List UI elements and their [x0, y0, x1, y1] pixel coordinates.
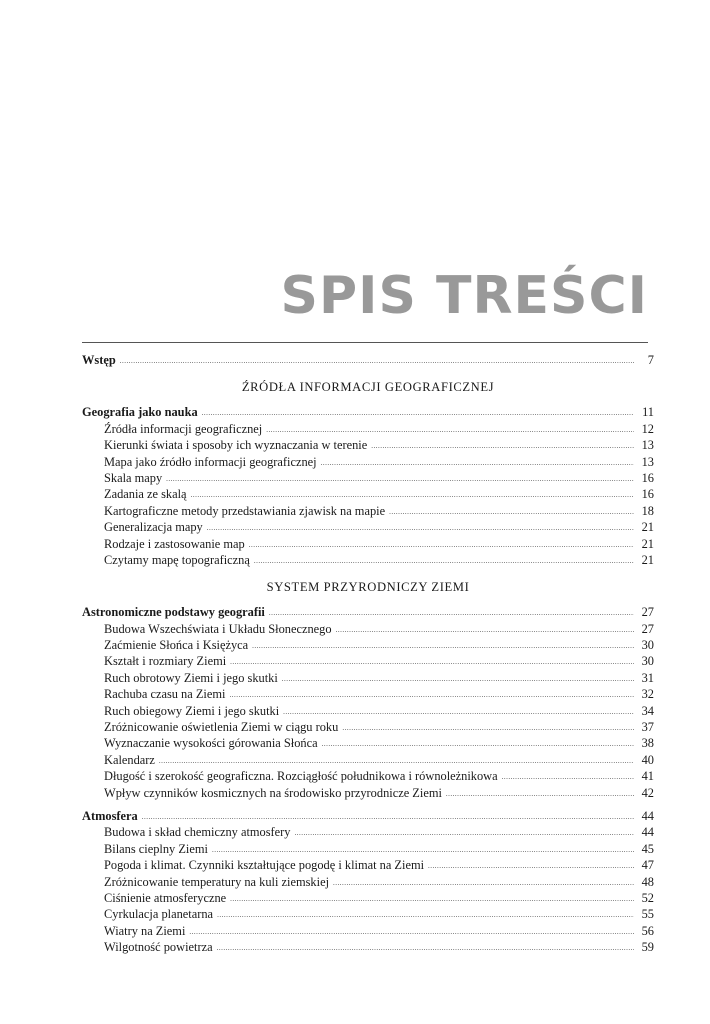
toc-entry-label: Ruch obrotowy Ziemi i jego skutki — [104, 670, 278, 685]
toc-entry-label: Generalizacja mapy — [104, 520, 203, 535]
toc-entry-label: Kartograficzne metody przedstawiania zjawisk na mapie — [104, 503, 386, 518]
toc-entry-page: 38 — [641, 736, 654, 751]
dot-leader — [282, 671, 634, 687]
toc-chapter[interactable] — [82, 404, 654, 420]
toc-entry-label: Ruch obiegowy Ziemi i jego skutki — [104, 703, 280, 718]
dot-leader — [249, 537, 634, 553]
toc-item[interactable] — [82, 421, 654, 437]
toc-entry-page: 31 — [641, 670, 654, 685]
toc-entry-label: Wiatry na Ziemi — [104, 923, 186, 938]
dot-leader — [230, 654, 634, 670]
dot-leader — [502, 769, 634, 785]
toc-entry-label: Cyrkulacja planetarna — [104, 907, 214, 922]
toc-item[interactable] — [82, 841, 654, 857]
dot-leader — [212, 842, 634, 858]
toc-entry-label: Źródła informacji geograficznej — [104, 421, 263, 436]
dot-leader — [269, 605, 634, 621]
toc-item[interactable] — [82, 503, 654, 519]
toc-item[interactable] — [82, 768, 654, 784]
toc-entry-page: 21 — [641, 536, 654, 551]
title-rule — [82, 342, 648, 343]
toc-entry-label: Rachuba czasu na Ziemi — [104, 687, 226, 702]
toc-entry-page: 16 — [641, 470, 654, 485]
toc-entry-label: Atmosfera — [82, 808, 138, 823]
toc-entry-page: 18 — [641, 503, 654, 518]
table-of-contents — [82, 352, 654, 956]
toc-entry-label: Zadania ze skalą — [104, 487, 187, 502]
toc-item[interactable] — [82, 890, 654, 906]
toc-item[interactable] — [82, 653, 654, 669]
toc-entry-page: 32 — [641, 687, 654, 702]
toc-entry-page: 40 — [641, 752, 654, 767]
toc-entry-page: 55 — [641, 907, 654, 922]
dot-leader — [159, 753, 634, 769]
toc-entry-page: 12 — [641, 421, 654, 436]
toc-entry-page: 16 — [641, 487, 654, 502]
dot-leader — [217, 907, 634, 923]
toc-entry-label: Budowa Wszechświata i Układu Słonecznego — [104, 621, 332, 636]
toc-entry-label: Czytamy mapę topograficzną — [104, 552, 250, 567]
toc-entry-page: 44 — [641, 808, 654, 823]
toc-item[interactable] — [82, 470, 654, 486]
toc-item[interactable] — [82, 637, 654, 653]
toc-chapter[interactable] — [82, 808, 654, 824]
toc-entry-label: Wpływ czynników kosmicznych na środowisko przyrodnicze Ziemi — [104, 785, 442, 800]
toc-entry-page: 13 — [641, 438, 654, 453]
toc-entry-page: 37 — [641, 720, 654, 735]
toc-item[interactable] — [82, 824, 654, 840]
dot-leader — [189, 924, 634, 940]
dot-leader — [333, 875, 634, 891]
toc-entry-page: 21 — [641, 520, 654, 535]
toc-entry-label: Astronomiczne podstawy geografii — [82, 605, 265, 620]
toc-entry-label: Rodzaje i zastosowanie map — [104, 536, 245, 551]
toc-item[interactable] — [82, 785, 654, 801]
group-spacer — [82, 801, 654, 808]
toc-entry-intro[interactable] — [82, 352, 654, 368]
toc-entry-page: 52 — [641, 890, 654, 905]
dot-leader — [283, 704, 634, 720]
toc-entry-label: Kształt i rozmiary Ziemi — [104, 654, 227, 669]
toc-entry-label: Zróżnicowanie temperatury na kuli ziemskiej — [104, 874, 330, 889]
toc-entry-page: 11 — [642, 405, 654, 420]
toc-entry-label: Skala mapy — [104, 470, 163, 485]
toc-entry-label: Ciśnienie atmosferyczne — [104, 890, 227, 905]
dot-leader — [321, 455, 634, 471]
toc-entry-page: 44 — [641, 825, 654, 840]
toc-entry-page: 48 — [641, 874, 654, 889]
toc-item[interactable] — [82, 752, 654, 768]
toc-item[interactable] — [82, 923, 654, 939]
toc-entry-page: 41 — [641, 769, 654, 784]
toc-item[interactable] — [82, 719, 654, 735]
toc-entry-page: 42 — [641, 785, 654, 800]
toc-entry-page: 30 — [641, 638, 654, 653]
toc-item[interactable] — [82, 486, 654, 502]
dot-leader — [254, 553, 634, 569]
toc-entry-page: 45 — [641, 841, 654, 856]
toc-entry-page: 34 — [641, 703, 654, 718]
toc-entry-page: 30 — [641, 654, 654, 669]
toc-entry-label: Wyznaczanie wysokości górowania Słońca — [104, 736, 318, 751]
toc-chapter[interactable] — [82, 604, 654, 620]
section-heading: ŹRÓDŁA INFORMACJI GEOGRAFICZNEJ — [241, 380, 495, 395]
toc-item[interactable] — [82, 519, 654, 535]
toc-item[interactable] — [82, 552, 654, 568]
toc-entry-label: Kierunki świata i sposoby ich wyznaczania w terenie — [104, 438, 368, 453]
toc-entry-page: 21 — [641, 552, 654, 567]
section-heading: SYSTEM PRZYRODNICZY ZIEMI — [266, 580, 470, 595]
toc-entry-label: Wstęp — [82, 353, 116, 367]
dot-leader — [342, 720, 634, 736]
dot-leader — [266, 422, 634, 438]
toc-entry-page: 13 — [641, 454, 654, 469]
dot-leader — [322, 736, 634, 752]
dot-leader — [229, 687, 634, 703]
toc-entry-label: Bilans cieplny Ziemi — [104, 841, 208, 856]
toc-entry-label: Zróżnicowanie oświetlenia Ziemi w ciągu roku — [104, 720, 339, 735]
dot-leader — [202, 405, 634, 421]
toc-item[interactable] — [82, 703, 654, 719]
toc-entry-label: Mapa jako źródło informacji geograficznej — [104, 454, 317, 469]
dot-leader — [389, 504, 634, 520]
toc-item[interactable] — [82, 857, 654, 873]
dot-leader — [230, 891, 634, 907]
dot-leader — [295, 825, 635, 841]
toc-entry-label: Geografia jako nauka — [82, 405, 198, 420]
toc-item[interactable] — [82, 670, 654, 686]
dot-leader — [166, 471, 634, 487]
toc-entry-label: Wilgotność powietrza — [104, 940, 213, 955]
dot-leader — [252, 638, 634, 654]
dot-leader — [120, 353, 634, 369]
toc-item[interactable] — [82, 906, 654, 922]
toc-item[interactable] — [82, 735, 654, 751]
dot-leader — [142, 809, 634, 825]
dot-leader — [207, 520, 634, 536]
dot-leader — [191, 487, 634, 503]
dot-leader — [446, 786, 634, 802]
toc-entry-label: Długość i szerokość geograficzna. Rozciągłość południkowa i równoleżnikowa — [104, 769, 498, 784]
toc-item[interactable] — [82, 437, 654, 453]
toc-entry-label: Kalendarz — [104, 752, 155, 767]
toc-entry-label: Pogoda i klimat. Czynniki kształtujące pogodę i klimat na Ziemi — [104, 858, 425, 873]
toc-entry-page: 47 — [641, 858, 654, 873]
toc-entry-label: Budowa i skład chemiczny atmosfery — [104, 825, 291, 840]
toc-item[interactable] — [82, 536, 654, 552]
page-title: SPIS TREŚCI — [280, 266, 648, 326]
toc-item[interactable] — [82, 621, 654, 637]
toc-item[interactable] — [82, 686, 654, 702]
toc-entry-page: 27 — [641, 621, 654, 636]
toc-item[interactable] — [82, 874, 654, 890]
toc-item[interactable] — [82, 454, 654, 470]
toc-entry-page: 56 — [641, 923, 654, 938]
toc-entry-page: 7 — [647, 353, 654, 367]
dot-leader — [336, 622, 634, 638]
toc-entry-page: 59 — [641, 940, 654, 955]
dot-leader — [217, 940, 634, 956]
toc-entry-label: Zaćmienie Słońca i Księżyca — [104, 638, 249, 653]
toc-item[interactable] — [82, 939, 654, 955]
toc-entry-page: 27 — [641, 605, 654, 620]
dot-leader — [428, 858, 634, 874]
dot-leader — [371, 438, 634, 454]
